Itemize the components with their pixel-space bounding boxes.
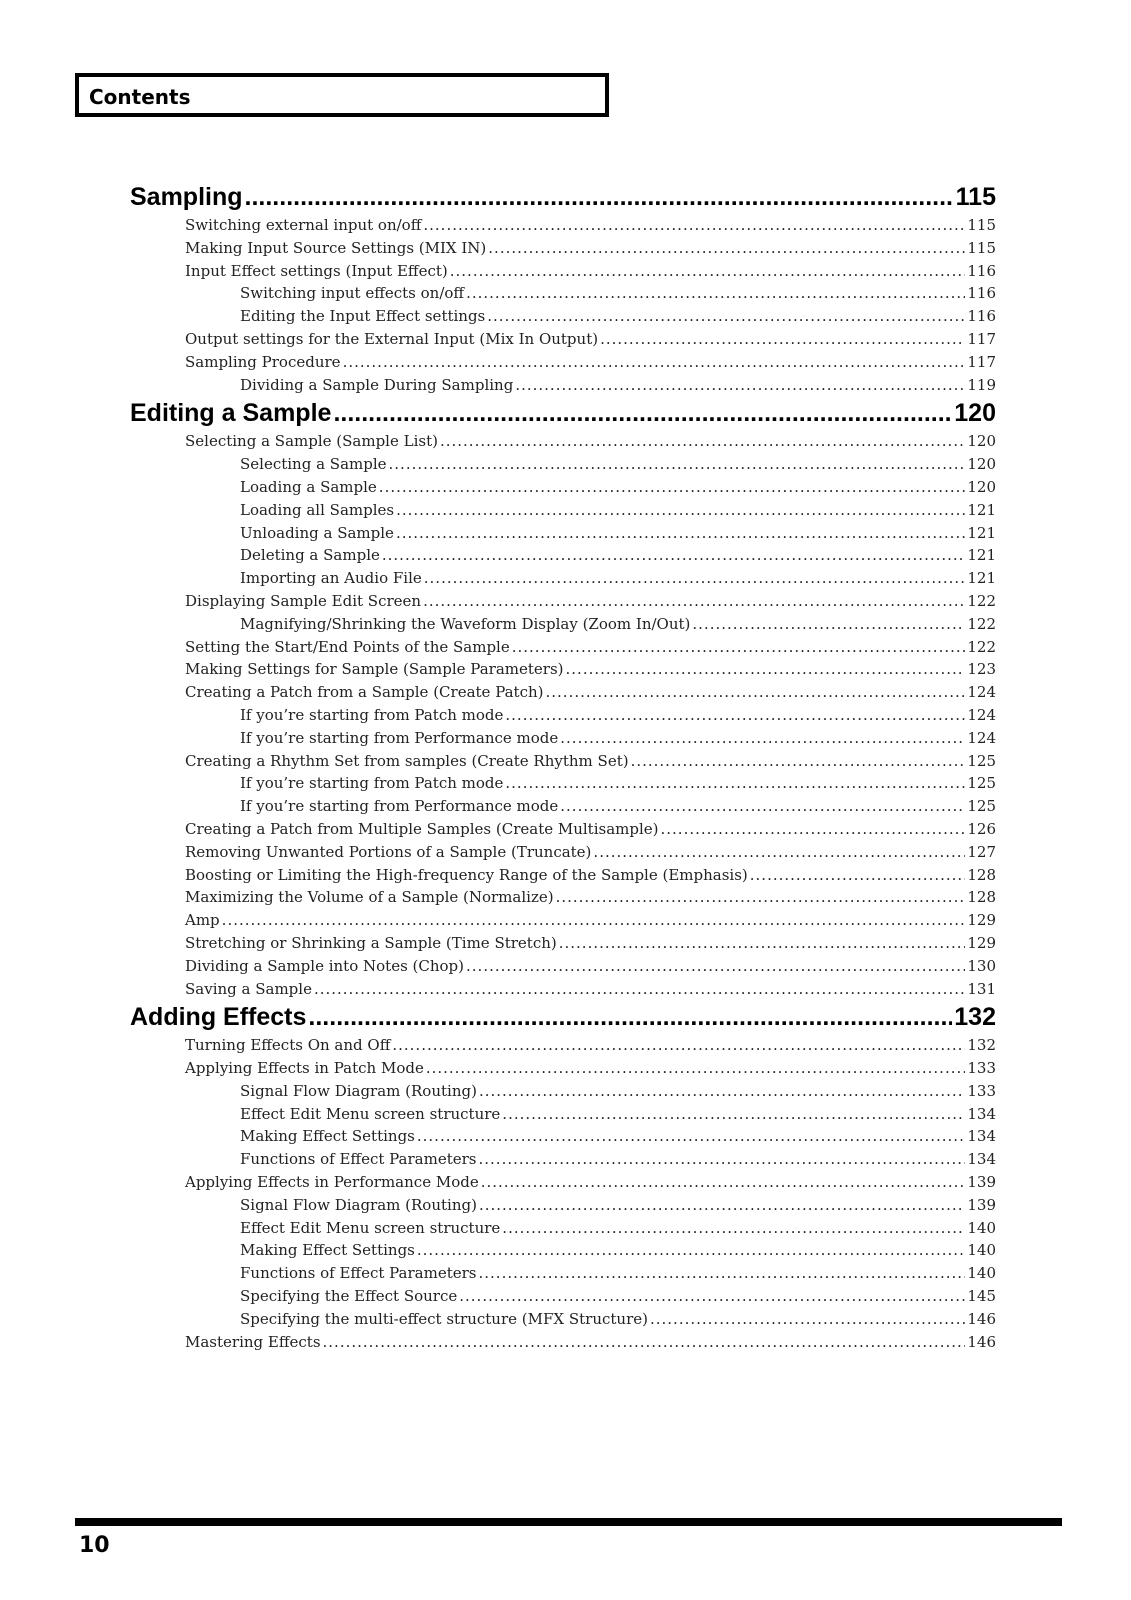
toc-page-number: 121 (967, 546, 996, 565)
toc-entry-title: Making Effect Settings (240, 1241, 415, 1260)
toc-entry-title: Deleting a Sample (240, 546, 380, 565)
toc-entry-title: Making Input Source Settings (MIX IN) (185, 238, 487, 257)
toc-leader-dots (481, 1171, 966, 1194)
toc-entry-title: Effect Edit Menu screen structure (240, 1104, 501, 1123)
toc-entry-title: Importing an Audio File (240, 569, 422, 588)
toc-leader-dots (750, 864, 966, 887)
toc-leader-dots (488, 237, 965, 260)
toc-leader-dots (424, 567, 966, 590)
toc-page-number: 139 (967, 1173, 996, 1192)
toc-entry[interactable] (130, 499, 996, 522)
toc-entry-title: Sampling Procedure (185, 352, 341, 371)
toc-entry[interactable] (130, 1194, 996, 1217)
toc-entry-title: Unloading a Sample (240, 523, 394, 542)
toc-page-number: 120 (967, 455, 996, 474)
toc-entry[interactable] (130, 681, 996, 704)
toc-leader-dots (556, 886, 966, 909)
toc-leader-dots (314, 978, 965, 1001)
toc-entry-title: Selecting a Sample (Sample List) (185, 432, 438, 451)
toc-leader-dots (417, 1239, 965, 1262)
toc-entry[interactable] (130, 1148, 996, 1171)
toc-entry-title: Specifying the multi-effect structure (MFX Structure) (240, 1309, 648, 1328)
toc-page-number: 127 (967, 842, 996, 861)
toc-page-number: 140 (967, 1218, 996, 1237)
toc-leader-dots (631, 750, 966, 773)
toc-page-number: 124 (967, 705, 996, 724)
toc-entry-title: Editing the Input Effect settings (240, 307, 486, 326)
toc-entry-title: Loading a Sample (240, 477, 377, 496)
toc-leader-dots (423, 214, 965, 237)
toc-entry[interactable] (130, 1125, 996, 1148)
toc-leader-dots (650, 1308, 965, 1331)
toc-entry[interactable] (130, 658, 996, 681)
toc-page-number: 117 (967, 352, 996, 371)
toc-section-heading[interactable] (130, 396, 996, 430)
toc-page-number: 119 (967, 375, 996, 394)
toc-leader-dots (546, 681, 966, 704)
toc-entry[interactable] (130, 636, 996, 659)
toc-leader-dots (426, 1057, 966, 1080)
toc-page-number: 140 (967, 1264, 996, 1283)
toc-leader-dots (566, 658, 966, 681)
toc-entry-title: Turning Effects On and Off (185, 1036, 391, 1055)
toc-entry[interactable] (130, 704, 996, 727)
toc-page-number: 117 (967, 329, 996, 348)
toc-page-number: 145 (967, 1287, 996, 1306)
toc-page-number: 132 (967, 1036, 996, 1055)
toc-entry-title: Stretching or Shrinking a Sample (Time Stretch) (185, 933, 557, 952)
toc-leader-dots (222, 909, 966, 932)
toc-entry[interactable] (130, 374, 996, 397)
toc-leader-dots (392, 1034, 965, 1057)
toc-entry-title: Mastering Effects (185, 1332, 321, 1351)
toc-page-number: 131 (967, 979, 996, 998)
toc-page-number: 122 (967, 591, 996, 610)
toc-page-number: 134 (967, 1150, 996, 1169)
toc-leader-dots (450, 260, 966, 283)
toc-entry-title: If you’re starting from Performance mode (240, 797, 559, 816)
contents-header-box (75, 73, 609, 117)
toc-entry-title: Saving a Sample (185, 979, 312, 998)
toc-entry[interactable] (130, 590, 996, 613)
toc-entry[interactable] (130, 1034, 996, 1057)
toc-page-number: 116 (967, 261, 996, 280)
toc-leader-dots (560, 795, 965, 818)
toc-leader-dots (692, 613, 965, 636)
toc-entry[interactable] (130, 1331, 996, 1354)
toc-page-number: 125 (967, 751, 996, 770)
toc-entry-title: Making Effect Settings (240, 1127, 415, 1146)
toc-entry-title: If you’re starting from Performance mode (240, 728, 559, 747)
toc-entry[interactable] (130, 886, 996, 909)
toc-leader-dots (440, 430, 965, 453)
toc-entry-title: Selecting a Sample (240, 455, 387, 474)
toc-entry[interactable] (130, 1239, 996, 1262)
toc-entry[interactable] (130, 214, 996, 237)
toc-page-number: 116 (967, 284, 996, 303)
toc-entry[interactable] (130, 795, 996, 818)
toc-page-number: 124 (967, 683, 996, 702)
toc-page-number: 121 (967, 569, 996, 588)
toc-leader-dots (379, 476, 966, 499)
toc-leader-dots (505, 704, 965, 727)
toc-leader-dots (423, 590, 965, 613)
toc-entry[interactable] (130, 613, 996, 636)
toc-leader-dots (479, 1262, 966, 1285)
toc-entry-title: Effect Edit Menu screen structure (240, 1218, 501, 1237)
toc-leader-dots (417, 1125, 965, 1148)
toc-page-number: 125 (967, 797, 996, 816)
toc-page-number: 115 (955, 183, 996, 211)
toc-entry[interactable] (130, 818, 996, 841)
toc-page-number: 129 (967, 911, 996, 930)
toc-entry-title: If you’re starting from Patch mode (240, 774, 504, 793)
toc-entry-title: Switching external input on/off (185, 216, 422, 234)
toc-entry-title: Dividing a Sample into Notes (Chop) (185, 956, 465, 975)
toc-leader-dots (600, 328, 965, 351)
toc-entry[interactable] (130, 351, 996, 374)
toc-leader-dots (333, 396, 952, 430)
toc-page-number: 115 (967, 238, 996, 257)
toc-entry[interactable] (130, 750, 996, 773)
toc-leader-dots (343, 351, 966, 374)
footer-rule (75, 1518, 1062, 1526)
toc-leader-dots (560, 727, 965, 750)
toc-page-number: 121 (967, 500, 996, 519)
toc-leader-dots (512, 636, 966, 659)
toc-page-number: 120 (967, 477, 996, 496)
toc-entry[interactable] (130, 453, 996, 476)
toc-leader-dots (559, 932, 966, 955)
toc-leader-dots (466, 955, 965, 978)
toc-entry[interactable] (130, 1057, 996, 1080)
toc-entry-title: Boosting or Limiting the High-frequency Range of the Sample (Emphasis) (185, 865, 748, 884)
page-number: 10 (79, 1533, 110, 1558)
toc-entry-title: Removing Unwanted Portions of a Sample (Truncate) (185, 842, 592, 861)
header-title: Contents (89, 85, 191, 109)
toc-entry[interactable] (130, 328, 996, 351)
toc-entry[interactable] (130, 430, 996, 453)
toc-leader-dots (661, 818, 966, 841)
toc-leader-dots (487, 305, 965, 328)
toc-entry-title: Making Settings for Sample (Sample Parameters) (185, 660, 564, 679)
toc-page-number: 132 (954, 1003, 996, 1032)
toc-entry-title: Editing a Sample (130, 399, 332, 428)
toc-entry-title: Setting the Start/End Points of the Sample (185, 637, 510, 656)
toc-entry[interactable] (130, 864, 996, 887)
toc-leader-dots (593, 841, 965, 864)
toc-leader-dots (502, 1217, 965, 1240)
toc-entry-title: Adding Effects (130, 1003, 307, 1032)
toc-entry-title: Signal Flow Diagram (Routing) (240, 1195, 477, 1214)
toc-page-number: 121 (967, 523, 996, 542)
toc-entry[interactable] (130, 567, 996, 590)
toc-page-number: 120 (967, 432, 996, 451)
table-of-contents (130, 180, 996, 1353)
toc-page-number: 125 (967, 774, 996, 793)
toc-leader-dots (396, 522, 965, 545)
toc-entry-title: Specifying the Effect Source (240, 1287, 458, 1306)
toc-page-number: 126 (967, 819, 996, 838)
toc-entry-title: Creating a Patch from Multiple Samples (Create Multisample) (185, 819, 659, 838)
toc-leader-dots (245, 180, 954, 214)
toc-leader-dots (515, 374, 965, 397)
toc-page-number: 129 (967, 933, 996, 952)
toc-leader-dots (479, 1080, 965, 1103)
toc-page-number: 115 (967, 216, 996, 234)
toc-entry[interactable] (130, 909, 996, 932)
toc-entry[interactable] (130, 1171, 996, 1194)
toc-entry[interactable] (130, 476, 996, 499)
toc-entry-title: Magnifying/Shrinking the Waveform Display (Zoom In/Out) (240, 614, 691, 633)
toc-entry[interactable] (130, 978, 996, 1001)
toc-entry-title: Applying Effects in Patch Mode (185, 1059, 424, 1078)
toc-entry[interactable] (130, 282, 996, 305)
toc-entry-title: Loading all Samples (240, 500, 395, 519)
toc-entry-title: Amp (185, 911, 220, 930)
toc-entry[interactable] (130, 237, 996, 260)
toc-leader-dots (505, 772, 965, 795)
toc-page-number: 122 (967, 637, 996, 656)
toc-entry-title: Displaying Sample Edit Screen (185, 591, 422, 610)
toc-leader-dots (479, 1148, 966, 1171)
toc-entry-title: Functions of Effect Parameters (240, 1150, 477, 1169)
toc-page-number: 134 (967, 1104, 996, 1123)
toc-page-number: 139 (967, 1195, 996, 1214)
toc-page-number: 140 (967, 1241, 996, 1260)
toc-entry[interactable] (130, 772, 996, 795)
toc-entry-title: Sampling (130, 183, 243, 211)
toc-entry-title: Input Effect settings (Input Effect) (185, 261, 448, 280)
toc-section-heading[interactable] (130, 180, 996, 214)
toc-entry-title: Maximizing the Volume of a Sample (Normalize) (185, 888, 554, 907)
toc-leader-dots (396, 499, 965, 522)
toc-leader-dots (389, 453, 966, 476)
toc-entry-title: Dividing a Sample During Sampling (240, 375, 514, 394)
toc-entry[interactable] (130, 1262, 996, 1285)
toc-page-number: 133 (967, 1059, 996, 1078)
toc-page-number: 122 (967, 614, 996, 633)
toc-leader-dots (308, 1000, 952, 1034)
toc-leader-dots (382, 544, 965, 567)
toc-entry-title: Signal Flow Diagram (Routing) (240, 1081, 477, 1100)
toc-leader-dots (459, 1285, 965, 1308)
toc-page-number: 130 (967, 956, 996, 975)
toc-leader-dots (479, 1194, 965, 1217)
toc-entry-title: Applying Effects in Performance Mode (185, 1173, 479, 1192)
toc-page-number: 120 (954, 399, 996, 428)
toc-page-number: 133 (967, 1081, 996, 1100)
toc-entry-title: Functions of Effect Parameters (240, 1264, 477, 1283)
toc-page-number: 116 (967, 307, 996, 326)
toc-leader-dots (466, 282, 965, 305)
toc-leader-dots (323, 1331, 966, 1354)
toc-entry[interactable] (130, 955, 996, 978)
toc-entry-title: If you’re starting from Patch mode (240, 705, 504, 724)
toc-entry[interactable] (130, 305, 996, 328)
toc-page-number: 146 (967, 1332, 996, 1351)
toc-page-number: 124 (967, 728, 996, 747)
toc-entry[interactable] (130, 1308, 996, 1331)
toc-entry[interactable] (130, 1217, 996, 1240)
toc-entry-title: Creating a Rhythm Set from samples (Create Rhythm Set) (185, 751, 629, 770)
toc-entry[interactable] (130, 841, 996, 864)
toc-page-number: 128 (967, 865, 996, 884)
toc-entry-title: Output settings for the External Input (Mix In Output) (185, 329, 599, 348)
toc-entry[interactable] (130, 544, 996, 567)
toc-page-number: 134 (967, 1127, 996, 1146)
toc-entry-title: Creating a Patch from a Sample (Create Patch) (185, 683, 544, 702)
toc-page-number: 146 (967, 1309, 996, 1328)
toc-page-number: 123 (967, 660, 996, 679)
toc-entry[interactable] (130, 522, 996, 545)
toc-entry[interactable] (130, 1080, 996, 1103)
toc-entry[interactable] (130, 1103, 996, 1126)
toc-entry[interactable] (130, 260, 996, 283)
toc-entry[interactable] (130, 932, 996, 955)
toc-section-heading[interactable] (130, 1000, 996, 1034)
toc-page-number: 128 (967, 888, 996, 907)
toc-entry[interactable] (130, 1285, 996, 1308)
toc-leader-dots (502, 1103, 965, 1126)
toc-entry-title: Switching input effects on/off (240, 284, 465, 303)
toc-entry[interactable] (130, 727, 996, 750)
